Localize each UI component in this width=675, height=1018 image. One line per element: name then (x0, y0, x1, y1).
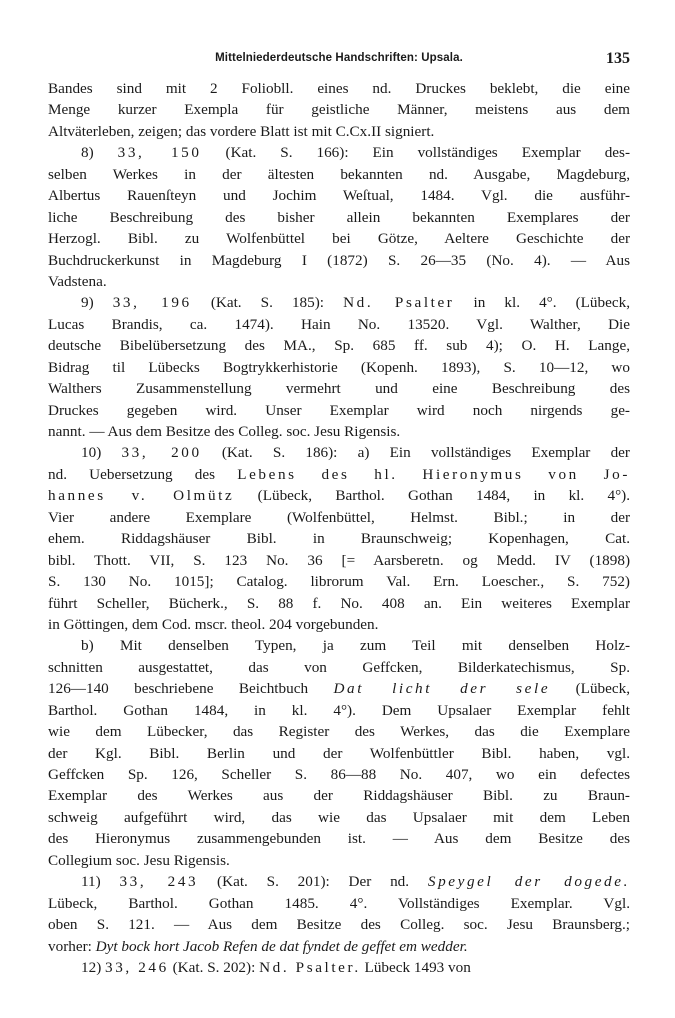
text-line (48, 335, 630, 356)
text-segment: wie dem Lübecker, das Register des Werkes, das die Exemplare (48, 723, 630, 741)
text-line (48, 593, 630, 614)
text-segment: liche Beschreibung des bisher allein bekannten Exemplares der (48, 208, 630, 226)
emphasized-text: Dat licht der sele (333, 680, 551, 698)
text-line (48, 78, 630, 99)
text-segment: 8) (81, 144, 118, 162)
text-segment: 9) (81, 294, 113, 312)
text-line (48, 550, 630, 571)
text-segment: (Kat. S. 202): (168, 958, 260, 976)
text-segment: Geffcken Sp. 126, Scheller S. 86—88 No. 407, wo ein defectes (48, 766, 630, 783)
emphasized-text: Nd. Psalter. (259, 958, 361, 976)
text-line (48, 485, 630, 506)
text-line (48, 528, 630, 549)
text-line (48, 507, 630, 528)
text-segment: Herzogl. Bibl. zu Wolfenbüttel bei Götze, Aeltere Geschichte der (48, 230, 630, 248)
text-segment: Barthol. Gothan 1484, in kl. 4°). Dem Upsalaer Exemplar fehlt (48, 701, 630, 719)
text-line (48, 850, 630, 871)
text-line (48, 893, 630, 914)
text-segment: deutsche Bibelübersetzung des MA., Sp. 685 ff. sub 4); O. H. Lange, (48, 337, 630, 355)
text-line (48, 164, 630, 185)
text-segment: Menge kurzer Exempla für geistliche Männer, meistens aus dem (48, 101, 630, 119)
text-segment: S. 130 No. 1015]; Catalog. librorum Val. Ern. Loescher., S. 752) (48, 573, 630, 591)
text-line (48, 207, 630, 228)
text-segment: selben Werkes in der ältesten bekannten nd. Ausgabe, Magdeburg, (48, 165, 630, 183)
text-line (48, 292, 630, 313)
text-line (48, 228, 630, 249)
text-line (48, 678, 630, 699)
text-line (48, 421, 630, 442)
text-line (48, 142, 630, 163)
text-line (48, 271, 630, 292)
text-segment: Altväterleben, zeigen; das vordere Blatt ist mit C.Cx.II signiert. (48, 122, 435, 140)
text-line (48, 657, 630, 678)
text-line (48, 314, 630, 335)
text-line (48, 614, 630, 635)
text-segment: vorher: (48, 937, 96, 955)
running-title: Mittelniederdeutsche Handschriften: Upsala. (215, 52, 463, 64)
text-line (48, 743, 630, 764)
emphasized-text: 33, 196 (112, 294, 192, 312)
text-line (48, 185, 630, 206)
text-segment: Druckes gegeben wird. Unser Exemplar wird noch nirgends ge- (48, 401, 630, 419)
page-header (48, 50, 630, 72)
text-segment: Buchdruckerkunst in Magdeburg I (1872) S. 26—35 (No. 4). — Aus (48, 251, 630, 269)
text-segment: 12) (81, 958, 106, 976)
text-line (48, 571, 630, 592)
text-segment: in kl. 4°. (Lübeck, (454, 294, 630, 312)
emphasized-text: Lebens des hl. Hieronymus von Jo- (237, 465, 630, 483)
text-segment: Walthers Zusammenstellung vermehrt und eine Beschreibung des (48, 380, 630, 398)
text-segment: schweig aufgeführt wird, das wie das Upsalaer mit dem Leben (48, 808, 630, 826)
text-segment: (Lübeck, (550, 680, 631, 698)
text-segment: (Kat. S. 185): (191, 294, 344, 312)
text-line (48, 764, 630, 785)
text-segment: b) Mit denselben Typen, ja zum Teil mit denselben Holz- (81, 637, 630, 655)
text-line (48, 957, 630, 978)
text-segment: Exemplar des Werkes aus der Riddagshäuser Bibl. zu Braun- (48, 787, 630, 805)
text-line (48, 378, 630, 399)
text-segment: nannt. — Aus dem Besitze des Colleg. soc. Jesu Rigensis. (48, 423, 401, 440)
text-segment: Lucas Brandis, ca. 1474). Hain No. 13520. Vgl. Walther, Die (48, 315, 630, 333)
text-segment: Bandes sind mit 2 Foliobll. eines nd. Druckes beklebt, die eine (48, 80, 630, 97)
text-line (48, 914, 630, 935)
emphasized-text: 33, 200 (121, 444, 202, 462)
text-segment: Lübeck 1493 von (360, 958, 471, 976)
text-segment: schnitten ausgestattet, das von Geffcken, Bilderkatechismus, Sp. (48, 658, 630, 676)
text-segment: Albertus Rauenſteyn und Jochim Weſtual, 1484. Vgl. die ausführ- (48, 187, 630, 205)
text-segment: 126—140 beschriebene Beichtbuch (48, 680, 334, 698)
emphasized-text: Dyt bock hort Jacob Refen de dat fyndet de geffet em wedder. (95, 937, 468, 955)
text-line (48, 721, 630, 742)
emphasized-text: 33, 246 (105, 958, 169, 976)
emphasized-text: hannes v. Olmütz (48, 487, 235, 505)
text-segment: oben S. 121. — Aus dem Besitze des Colleg. soc. Jesu Braunsberg.; (48, 916, 630, 934)
text-line (48, 635, 630, 656)
text-segment: 11) (81, 873, 120, 891)
text-line (48, 700, 630, 721)
text-segment: Bidrag til Lübecks Bogtrykkerhistorie (Kopenh. 1893), S. 10—12, wo (48, 358, 630, 376)
text-segment: der Kgl. Bibl. Berlin und der Wolfenbüttler Bibl. haben, vgl. (48, 744, 630, 762)
emphasized-text: 33, 150 (117, 144, 202, 162)
text-line (48, 357, 630, 378)
text-segment: führt Scheller, Bücherk., S. 88 f. No. 408 an. Ein weiteres Exemplar (48, 594, 630, 612)
text-line (48, 99, 630, 120)
text-segment: in Göttingen, dem Cod. mscr. theol. 204 vorgebunden. (48, 615, 379, 633)
text-line (48, 121, 630, 142)
text-line (48, 464, 630, 485)
text-line (48, 871, 630, 892)
emphasized-text: 33, 243 (119, 873, 199, 891)
text-segment: (Lübeck, Barthol. Gothan 1484, in kl. 4°). (234, 487, 631, 505)
text-segment: ehem. Riddagshäuser Bibl. in Braunschweig; Kopenhagen, Cat. (48, 530, 630, 548)
text-segment: Collegium soc. Jesu Rigensis. (48, 851, 230, 869)
text-segment: bibl. Thott. VII, S. 123 No. 36 [= Aarsberetn. og Medd. IV (1898) (48, 551, 630, 569)
text-segment: (Kat. S. 166): Ein vollständiges Exemplar des- (201, 144, 630, 162)
text-segment: Vadstena. (48, 272, 107, 290)
text-segment: Vier andere Exemplare (Wolfenbüttel, Helmst. Bibl.; in der (48, 508, 630, 526)
emphasized-text: Nd. Psalter (343, 294, 455, 312)
text-segment: 10) (81, 444, 122, 462)
text-line (48, 936, 630, 957)
text-line (48, 442, 630, 463)
text-line (48, 785, 630, 806)
text-segment: (Kat. S. 201): Der nd. (198, 873, 428, 891)
text-line (48, 250, 630, 271)
text-line (48, 400, 630, 421)
text-line (48, 807, 630, 828)
text-segment: Lübeck, Barthol. Gothan 1485. 4°. Vollständiges Exemplar. Vgl. (48, 894, 630, 912)
text-segment: des Hieronymus zusammengebunden ist. — Aus dem Besitze des (48, 830, 630, 848)
page-number: 135 (606, 50, 630, 67)
text-line (48, 828, 630, 849)
text-segment: (Kat. S. 186): a) Ein vollständiges Exemplar der (201, 444, 630, 462)
emphasized-text: Speygel der dogede. (427, 873, 630, 891)
body-text (48, 78, 630, 978)
text-segment: nd. Uebersetzung des (48, 465, 238, 483)
